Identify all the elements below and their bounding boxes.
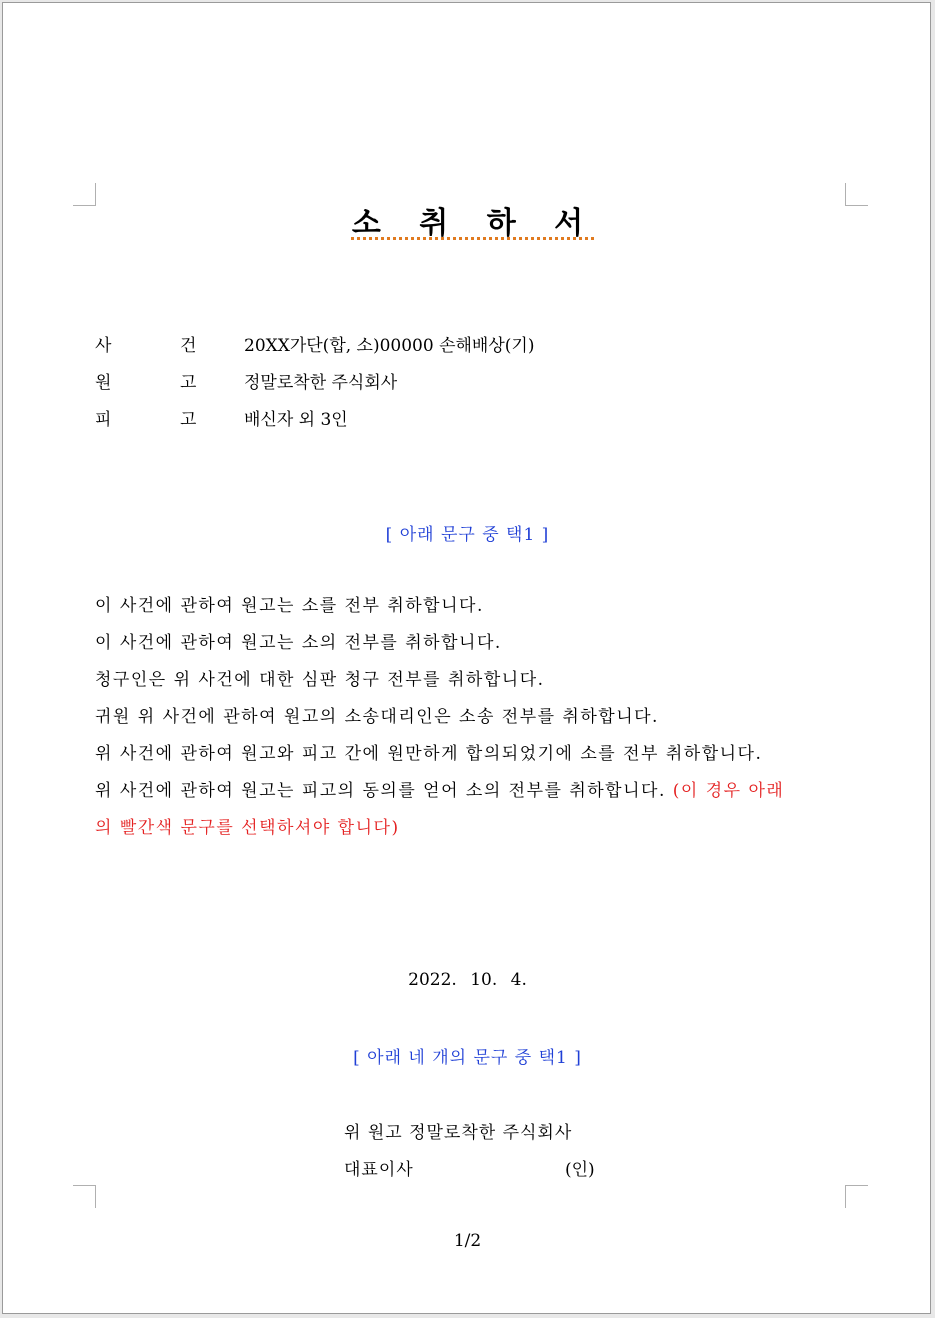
document-date: 2022. 10. 4. [408,970,527,990]
defendant-label-1: 피 [95,410,112,430]
crop-mark-bottom-left [73,1185,96,1208]
option-line-5: 위 사건에 관하여 원고와 피고 간에 원만하게 합의되었기에 소를 전부 취하합니다. [95,744,763,764]
option-line-4: 귀원 위 사건에 관하여 원고의 소송대리인은 소송 전부를 취하합니다. [95,707,659,727]
page-number: 1/2 [453,1231,482,1251]
red-instruction-part2: 의 빨간색 문구를 선택하셔야 합니다) [95,818,400,838]
option-line-3: 청구인은 위 사건에 대한 심판 청구 전부를 취하합니다. [95,670,545,690]
choose-one-of-four-note: [ 아래 네 개의 문구 중 택1 ] [353,1048,582,1068]
case-number: 20XX가단(합, 소)00000 손해배상(기) [244,336,535,356]
option-line-1: 이 사건에 관하여 원고는 소를 전부 취하합니다. [95,596,484,616]
choose-one-note: [ 아래 문구 중 택1 ] [385,525,550,545]
case-label-1: 사 [95,336,112,356]
option-line-6 [95,778,851,815]
red-instruction-part1: (이 경우 아래 [672,781,785,801]
crop-mark-bottom-right [845,1185,868,1208]
document-page [2,2,931,1314]
option-line-2: 이 사건에 관하여 원고는 소의 전부를 취하합니다. [95,633,502,653]
defendant-label-2: 고 [180,410,197,430]
case-label-2: 건 [180,336,197,356]
option-line-6-text: 위 사건에 관하여 원고는 피고의 동의를 얻어 소의 전부를 취하합니다. [95,781,673,801]
signature-line: 위 원고 정말로착한 주식회사 [344,1123,573,1143]
plaintiff-label-1: 원 [95,373,112,393]
defendant-name: 배신자 외 3인 [244,410,348,430]
representative-label: 대표이사 [344,1160,414,1180]
plaintiff-label-2: 고 [180,373,197,393]
plaintiff-name: 정말로착한 주식회사 [244,373,398,393]
withdrawal-options [95,593,851,852]
document-title: 소 취 하 서 [351,206,598,241]
seal-mark: (인) [565,1160,595,1180]
